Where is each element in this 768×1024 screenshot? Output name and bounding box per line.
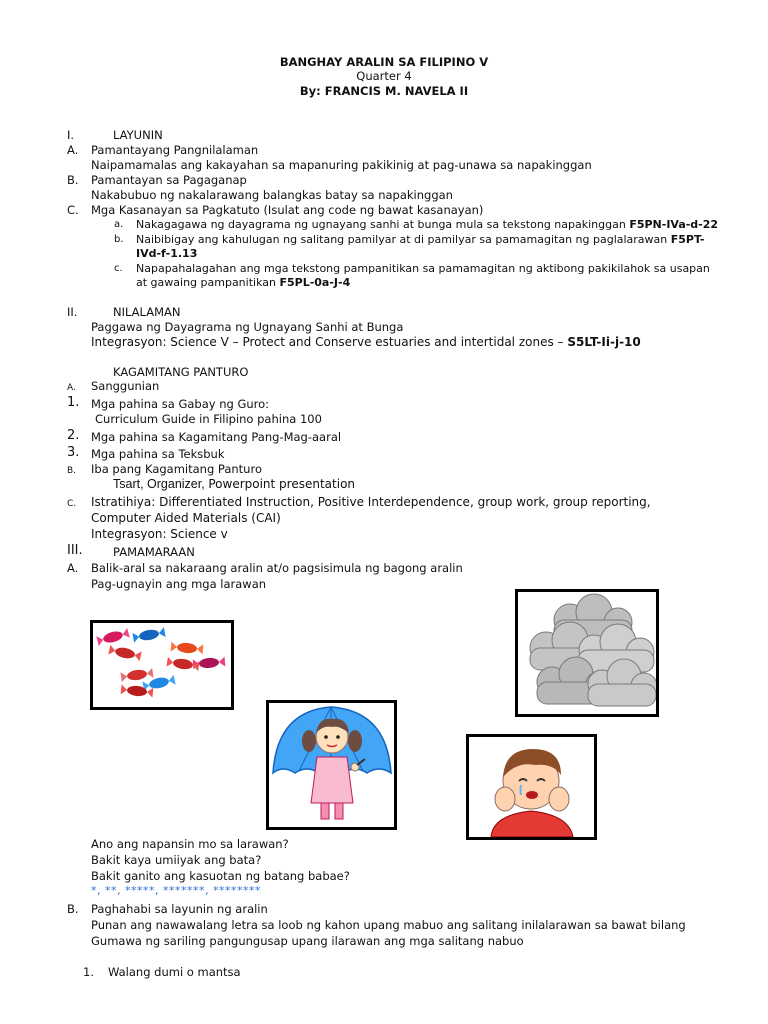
strategy-line-2: Computer Aided Materials (CAI) [91, 511, 281, 525]
procedure-a-desc: Pag-ugnayin ang mga larawan [91, 577, 267, 591]
section-ii-title: NILALAMAN [113, 305, 181, 319]
list-item-1-marker: 1. [83, 965, 94, 979]
candy-image [90, 620, 234, 710]
competency-a-text: Nakagagawa ng dayagrama ng ugnayang sanhi at bunga mula sa tekstong napakinggan F5PN-IVa-d-22 [136, 218, 719, 231]
content-topic: Paggawa ng Dayagrama ng Ugnayang Sanhi at Bunga [91, 320, 404, 334]
author-name: FRANCIS M. NAVELA II [324, 84, 469, 98]
competency-a-marker: a. [114, 219, 124, 230]
competency-c-text-cont: at gawaing pampanitikan F5PL-0a-J-4 [136, 276, 351, 289]
section-i-b-desc: Nakabubuo ng nakalarawang balangkas batay sa napakinggan [91, 188, 453, 202]
section-i-c-title: Mga Kasanayan sa Pagkatuto (Isulat ang code ng bawat kasanayan) [91, 203, 484, 217]
reference-1-sub: Curriculum Guide in Filipino pahina 100 [95, 412, 322, 426]
procedure-b-desc-1: Punan ang nawawalang letra sa loob ng kahon upang mabuo ang salitang inilalarawan sa bawat bilang [91, 918, 686, 932]
procedure-a-marker: A. [67, 561, 79, 575]
star-pattern: *, **, *****, *******, ******** [91, 884, 261, 897]
by-label: By: [299, 84, 321, 98]
reference-3-title: Mga pahina sa Teksbuk [91, 447, 225, 461]
materials-title: KAGAMITANG PANTURO [113, 365, 249, 379]
reference-2-marker: 2. [67, 428, 80, 443]
document-title: BANGHAY ARALIN SA FILIPINO V [279, 55, 489, 69]
girl-umbrella-icon [273, 707, 391, 819]
author-line [0, 84, 768, 98]
reference-3-marker: 3. [67, 445, 80, 460]
girl-umbrella-image [266, 700, 397, 830]
materials-c-marker: C. [67, 499, 77, 509]
crying-boy-image [466, 734, 597, 840]
question-3: Bakit ganito ang kasuotan ng batang babae? [91, 869, 350, 883]
competency-c-text: Napapahalagahan ang mga tekstong pampanitikan sa pamamagitan ng aktibong pakikilahok sa usapan [136, 262, 710, 275]
section-ii-number: II. [67, 305, 78, 319]
competency-c-marker: c. [114, 263, 123, 274]
materials-b-title: Iba pang Kagamitang Panturo [91, 462, 262, 476]
section-i-a-marker: A. [67, 143, 79, 157]
candy-icon [96, 627, 225, 697]
cloud-icon [530, 594, 656, 706]
section-i-number: I. [67, 128, 75, 142]
question-1: Ano ang napansin mo sa larawan? [91, 837, 289, 851]
strategy-line-1: Istratihiya: Differentiated Instruction, Positive Interdependence, group work, group reporting, [91, 495, 651, 509]
section-i-title: LAYUNIN [113, 128, 163, 142]
section-i-a-title: Pamantayang Pangnilalaman [91, 143, 259, 157]
question-2: Bakit kaya umiiyak ang bata? [91, 853, 262, 867]
materials-b-desc: Tsart, Organizer, Powerpoint presentation [113, 477, 356, 491]
competency-c-code: F5PL-0a-J-4 [279, 276, 351, 289]
strategy-line-3: Integrasyon: Science v [91, 527, 228, 541]
crying-boy-icon [491, 749, 573, 837]
content-integration: Integrasyon: Science V – Protect and Conserve estuaries and intertidal zones – S5LT-Ii-j-10 [91, 335, 641, 349]
section-i-b-title: Pamantayan sa Pagaganap [91, 173, 247, 187]
section-iii-number: III. [67, 543, 83, 558]
materials-a-title: Sanggunian [91, 379, 160, 393]
section-i-a-desc: Naipamamalas ang kakayahan sa mapanuring pakikinig at pag-unawa sa napakinggan [91, 158, 592, 172]
list-item-1-text: Walang dumi o mantsa [108, 965, 241, 979]
quarter-label: Quarter 4 [356, 69, 412, 83]
materials-b-marker: B. [67, 466, 77, 476]
competency-b-code-cont: IVd-f-1.13 [136, 247, 198, 260]
competency-b-text: Naibibigay ang kahulugan ng salitang pamilyar at di pamilyar sa pamamagitan ng paglalarawan F5PT- [136, 233, 705, 246]
procedure-b-title: Paghahabi sa layunin ng aralin [91, 902, 268, 916]
cloud-image [515, 589, 659, 717]
competency-b-marker: b. [114, 234, 124, 245]
section-i-c-marker: C. [67, 203, 79, 217]
procedure-b-desc-2: Gumawa ng sariling pangungusap upang ilarawan ang mga salitang nabuo [91, 934, 524, 948]
materials-a-marker: A. [67, 383, 76, 393]
reference-1-title: Mga pahina sa Gabay ng Guro: [91, 397, 270, 411]
section-i-b-marker: B. [67, 173, 79, 187]
section-iii-title: PAMAMARAAN [113, 545, 195, 559]
content-integration-code: S5LT-Ii-j-10 [567, 335, 641, 349]
procedure-a-title: Balik-aral sa nakaraang aralin at/o pagsisimula ng bagong aralin [91, 561, 463, 575]
reference-2-title: Mga pahina sa Kagamitang Pang-Mag-aaral [91, 430, 342, 444]
procedure-b-marker: B. [67, 902, 79, 916]
reference-1-marker: 1. [67, 395, 80, 410]
competency-a-code: F5PN-IVa-d-22 [629, 218, 719, 231]
competency-b-code: F5PT- [670, 233, 705, 246]
